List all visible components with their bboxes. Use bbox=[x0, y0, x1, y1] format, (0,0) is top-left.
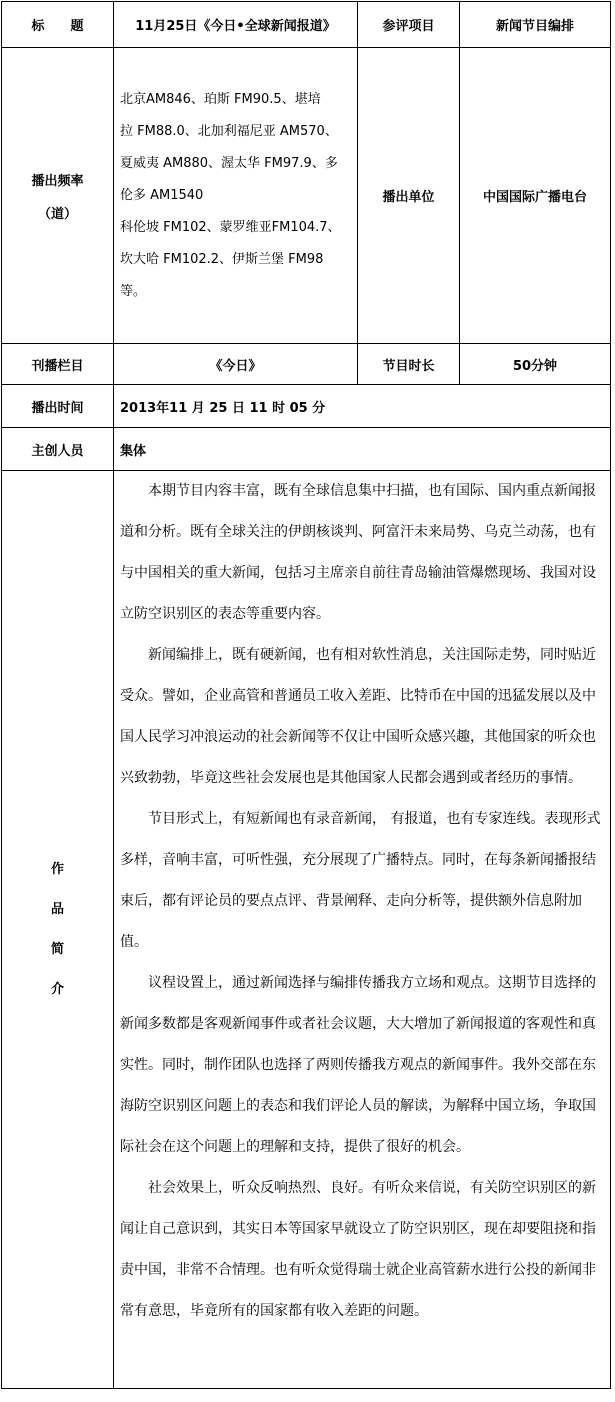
frequency-line: 科伦坡 FM102、蒙罗维亚FM104.7、 bbox=[120, 220, 341, 235]
intro-label-char: 作 bbox=[50, 861, 64, 877]
frequency-line: 伦多 AM1540 bbox=[120, 188, 204, 203]
broadcast-time-value: 2013年11 月 25 日 11 时 05 分 bbox=[114, 385, 611, 428]
intro-label-char: 品 bbox=[50, 901, 64, 917]
frequency-line: 坎大哈 FM102.2、伊斯兰堡 FM98 bbox=[120, 252, 324, 267]
row-intro bbox=[2, 471, 611, 1389]
intro-paragraph: 节目形式上，有短新闻也有录音新闻， 有报道，也有专家连线。表现形式多样，音响丰富，可听性强，充分展现了广播特点。同时，在每条新闻播报结束后，都有评论员的要点点评、背景阐释、走向分析等，提供额外信息附加值。 bbox=[120, 811, 601, 950]
frequency-line: 拉 FM88.0、北加利福尼亚 AM570、 bbox=[120, 124, 338, 139]
intro-paragraph: 本期节目内容丰富，既有全球信息集中扫描，也有国际、国内重点新闻报道和分析。既有全球关注的伊朗核谈判、阿富汗未来局势、乌克兰动荡，也有与中国相关的重大新闻，包括习主席亲自前往青岛输油管爆燃现场、我国对设立防空识别区的表态等重要内容。 bbox=[120, 483, 596, 622]
frequency-list bbox=[114, 48, 358, 344]
column-value: 《今日》 bbox=[114, 344, 358, 385]
category-value: 新闻节目编排 bbox=[460, 2, 611, 48]
duration-label: 节目时长 bbox=[358, 344, 460, 385]
row-broadcast-frequency bbox=[2, 48, 611, 344]
intro-label-char: 简 bbox=[50, 941, 64, 957]
intro-paragraph: 议程设置上，通过新闻选择与编排传播我方立场和观点。这期节目选择的新闻多数都是客观新闻事件或者社会议题，大大增加了新闻报道的客观性和真实性。同时，制作团队也选择了两则传播我方观点的新闻事件。我外交部在东海防空识别区问题上的表态和我们评论人员的解读，为解释中国立场，争取国际社会在这个问题上的理解和支持，提供了很好的机会。 bbox=[120, 975, 596, 1155]
frequency-label-line2: （道） bbox=[37, 206, 77, 222]
intro-label-char: 介 bbox=[50, 981, 64, 997]
broadcaster-value: 中国国际广播电台 bbox=[460, 48, 611, 344]
intro-paragraph: 社会效果上，听众反响热烈、良好。有听众来信说，有关防空识别区的新闻让自己意识到，其实日本等国家早就设立了防空识别区，现在却要阻挠和指责中国，非常不合情理。也有听众觉得瑞士就企业高管薪水进行公投的新闻非常有意思，毕竟所有的国家都有收入差距的问题。 bbox=[120, 1180, 596, 1319]
title-value: 11月25日《今日•全球新闻报道》 bbox=[114, 2, 358, 48]
row-creators bbox=[2, 428, 611, 471]
award-entry-form bbox=[1, 1, 611, 1389]
row-column bbox=[2, 344, 611, 385]
intro-paragraph: 新闻编排上，既有硬新闻，也有相对软性消息，关注国际走势，同时贴近受众。譬如，企业高管和普通员工收入差距、比特币在中国的迅猛发展以及中国人民学习冲浪运动的社会新闻等不仅让中国听众感兴趣，其他国家的听众也兴致勃勃，毕竟这些社会发展也是其他国家人民都会遇到或者经历的事情。 bbox=[120, 647, 596, 786]
broadcast-time-label: 播出时间 bbox=[2, 385, 114, 428]
row-broadcast-time bbox=[2, 385, 611, 428]
intro-label bbox=[2, 471, 114, 1389]
broadcaster-label: 播出单位 bbox=[358, 48, 460, 344]
creators-value: 集体 bbox=[114, 428, 611, 471]
creators-label: 主创人员 bbox=[2, 428, 114, 471]
title-label: 标 题 bbox=[2, 2, 114, 48]
category-label: 参评项目 bbox=[358, 2, 460, 48]
frequency-label bbox=[2, 48, 114, 344]
row-title bbox=[2, 2, 611, 48]
column-label: 刊播栏目 bbox=[2, 344, 114, 385]
intro-text bbox=[114, 471, 611, 1389]
frequency-line: 北京AM846、珀斯 FM90.5、堪培 bbox=[120, 92, 321, 107]
frequency-line: 等。 bbox=[120, 284, 147, 299]
frequency-label-line1: 播出频率 bbox=[31, 173, 84, 189]
frequency-line: 夏威夷 AM880、渥太华 FM97.9、多 bbox=[120, 156, 338, 171]
duration-value: 50分钟 bbox=[460, 344, 611, 385]
